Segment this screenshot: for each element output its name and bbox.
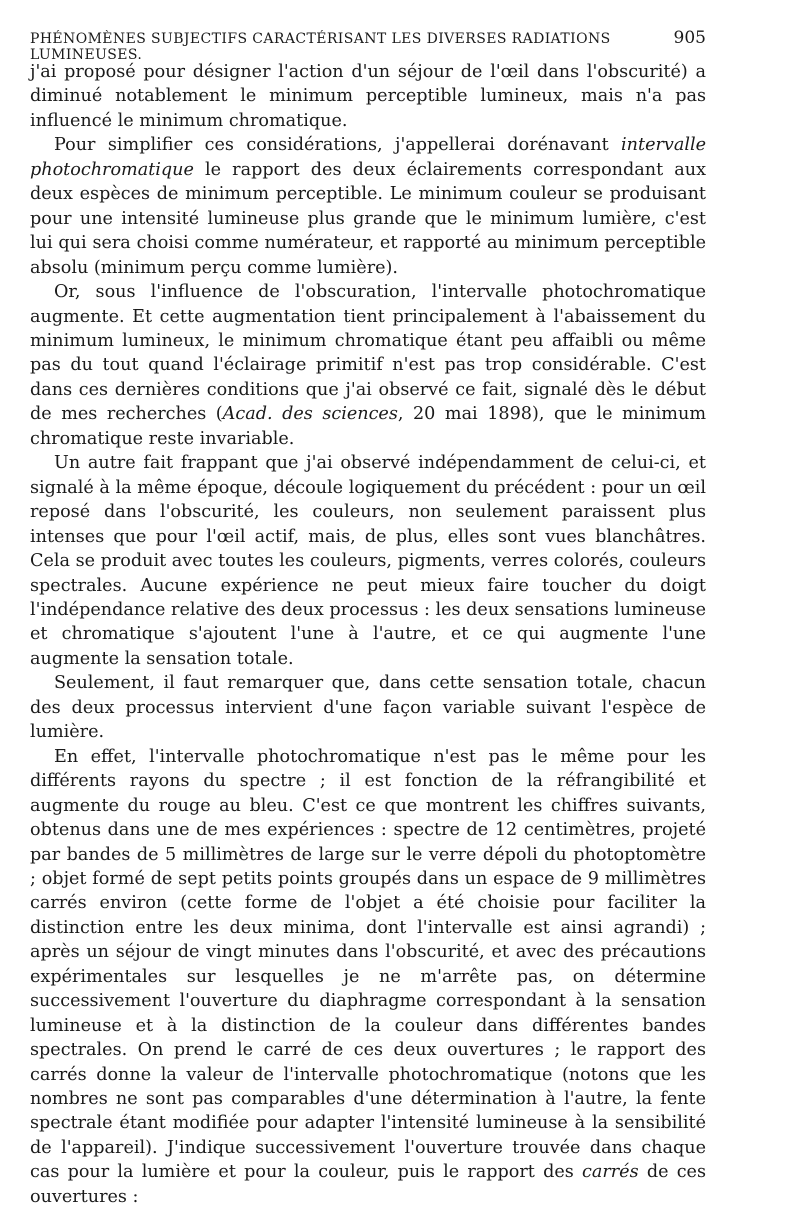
paragraph-text: Pour simplifier ces considérations, j'appellerai dorénavant [54, 135, 622, 156]
citation-acad-sciences: Acad. des sciences [222, 404, 398, 425]
paragraph-intervalle-definition [30, 133, 706, 280]
body-text [30, 60, 706, 1209]
paragraph-text: de ces ouvertures : [30, 1162, 706, 1207]
paragraph-text: Or, sous l'influence de l'obscuration, l'intervalle photochromatique augmente. Et cette augmentation tient principalement à l'abaissement du minimum lumineux, le minimum chromatique étant peu affaibli ou même pas du tout quand l'éclairage primitif n'est pas trop considérable. C'est dans ces dernières conditions que j'ai observé ce fait, signalé dès le début de mes recherches ( [30, 282, 706, 425]
paragraph-text: le rapport des deux éclairements correspondant aux deux espèces de minimum perceptible. Le minimum couleur se produisant pour une intensité lumineuse plus grande que le minimum lumière, c'est lui qui sera choisi comme numérateur, et rapporté au minimum perceptible absolu (minimum perçu comme lumière). [30, 159, 706, 278]
running-header [30, 28, 706, 63]
paragraph-seulement: Seulement, il faut remarquer que, dans cette sensation totale, chacun des deux processus intervient d'une façon variable suivant l'espèce de lumière. [30, 673, 706, 743]
page-number: 905 [673, 28, 706, 48]
emphasis-carres: carrés [582, 1162, 639, 1183]
paragraph-autre-fait: Un autre fait frappant que j'ai observé indépendamment de celui-ci, et signalé à la même époque, découle logiquement du précédent : pour un œil reposé dans l'obscurité, les couleurs, non seulement paraissent plus intenses que pour l'œil actif, mais, de plus, elles sont vues blanchâtres. Cela se produit avec toutes les couleurs, pigments, verres colorés, couleurs spectrales. Aucune expérience ne peut mieux faire toucher du doigt l'indépendance relative des deux processus : les deux sensations lumineuse et chromatique s'ajoutent l'une à l'autre, et ce qui augmente l'une augmente la sensation totale. [30, 453, 706, 669]
paragraph-obscuration [30, 280, 706, 451]
term-intervalle-photochromatique: intervalle photochromatique [30, 135, 706, 180]
paragraph-text: , 20 mai 1898), que le minimum chromatique reste invariable. [30, 404, 706, 449]
paragraph-text: En effet, l'intervalle photochromatique n'est pas le même pour les différents rayons du spectre ; il est fonction de la réfrangibilité et augmente du rouge au bleu. C'est ce que montrent les chiffres suivants, obtenus dans une de mes expériences : spectre de 12 centimètres, projeté par bandes de 5 millimètres de large sur le verre dépoli du photoptomètre ; objet formé de sept petits points groupés dans un espace de 9 millimètres carrés environ (cette forme de l'objet a été choisie pour faciliter la distinction entre les deux minima, dont l'intervalle est ainsi agrandi) ; après un séjour de vingt minutes dans l'obscurité, et avec des précautions expérimentales sur lesquelles je ne m'arrête pas, on détermine successivement l'ouverture du diaphragme correspondant à la sensation lumineuse et à la distinction de la couleur dans différentes bandes spectrales. On prend le carré de ces deux ouvertures ; le rapport des carrés donne la valeur de l'intervalle photochromatique (notons que les nombres ne sont pas comparables d'une détermination à l'autre, la fente spectrale étant modifiée pour adapter l'intensité lumineuse à la sensibilité de l'appareil). J'indique successivement l'ouverture trouvée dans chaque cas pour la lumière et pour la couleur, puis le rapport des [30, 746, 706, 1183]
paragraph-continuation: j'ai proposé pour désigner l'action d'un séjour de l'œil dans l'obscurité) a diminué notablement le minimum perceptible lumineux, mais n'a pas influencé le minimum chromatique. [30, 62, 706, 131]
book-page [30, 28, 706, 1209]
running-title: PHÉNOMÈNES SUBJECTIFS CARACTÉRISANT LES DIVERSES RADIATIONS LUMINEUSES. [30, 31, 611, 63]
paragraph-en-effet [30, 745, 706, 1209]
